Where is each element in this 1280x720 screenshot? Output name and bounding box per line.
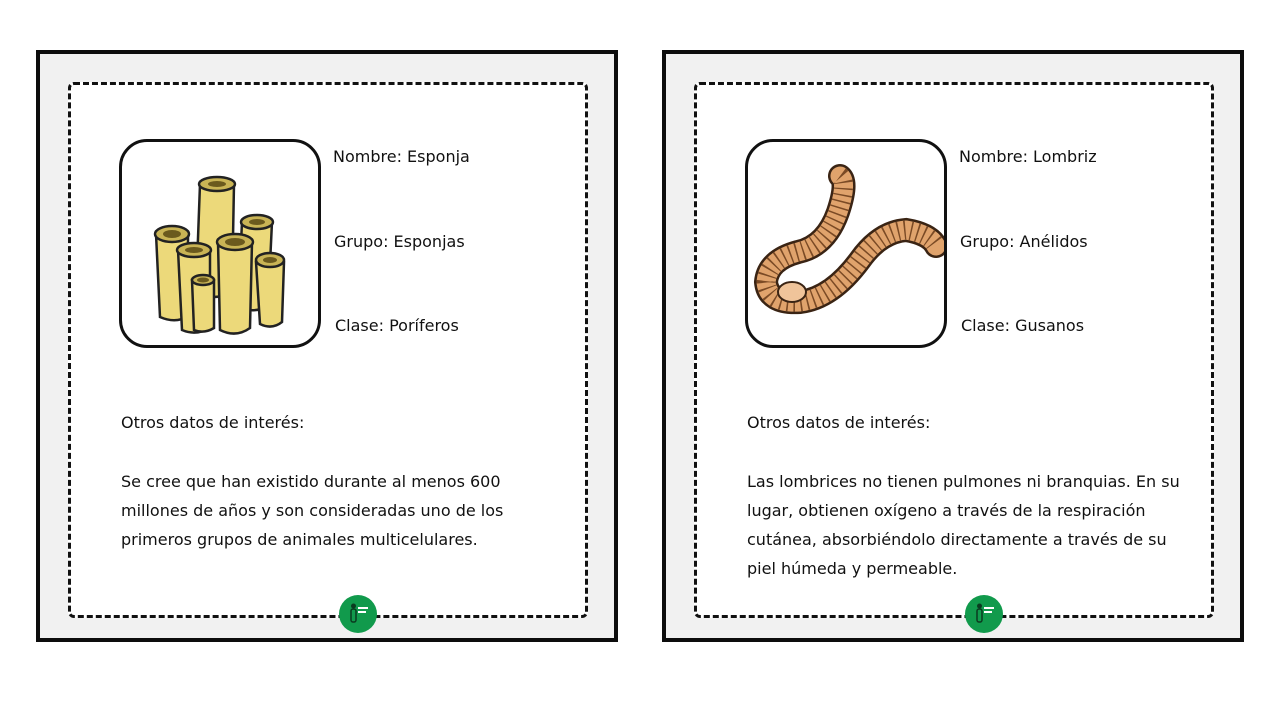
extra-info-text: Las lombrices no tienen pulmones ni branquias. En su lugar, obtienen oxígeno a través de la respiración cutánea, absorbiéndolo directamente a través de su piel húmeda y permeable. bbox=[747, 472, 1180, 578]
dashed-frame bbox=[68, 82, 588, 618]
dashed-frame bbox=[694, 82, 1214, 618]
animal-photo-frame bbox=[745, 139, 947, 348]
animal-group: Grupo: Anélidos bbox=[960, 232, 1088, 251]
animal-name: Nombre: Esponja bbox=[333, 147, 470, 166]
extra-info-heading: Otros datos de interés: bbox=[121, 413, 305, 432]
animal-card-esponja bbox=[36, 50, 618, 642]
brand-logo-icon bbox=[339, 595, 377, 633]
brand-logo-icon bbox=[965, 595, 1003, 633]
animal-group: Grupo: Esponjas bbox=[334, 232, 465, 251]
extra-info-text: Se cree que han existido durante al menos 600 millones de años y son consideradas uno de los primeros grupos de animales multicelulares. bbox=[121, 472, 504, 549]
animal-photo-frame bbox=[119, 139, 321, 348]
earthworm-icon bbox=[748, 142, 944, 345]
animal-card-lombriz bbox=[662, 50, 1244, 642]
sponge-icon bbox=[122, 142, 318, 345]
animal-class: Clase: Gusanos bbox=[961, 316, 1085, 335]
extra-info-heading: Otros datos de interés: bbox=[747, 413, 931, 432]
animal-name: Nombre: Lombriz bbox=[959, 147, 1097, 166]
animal-class: Clase: Poríferos bbox=[335, 316, 459, 335]
